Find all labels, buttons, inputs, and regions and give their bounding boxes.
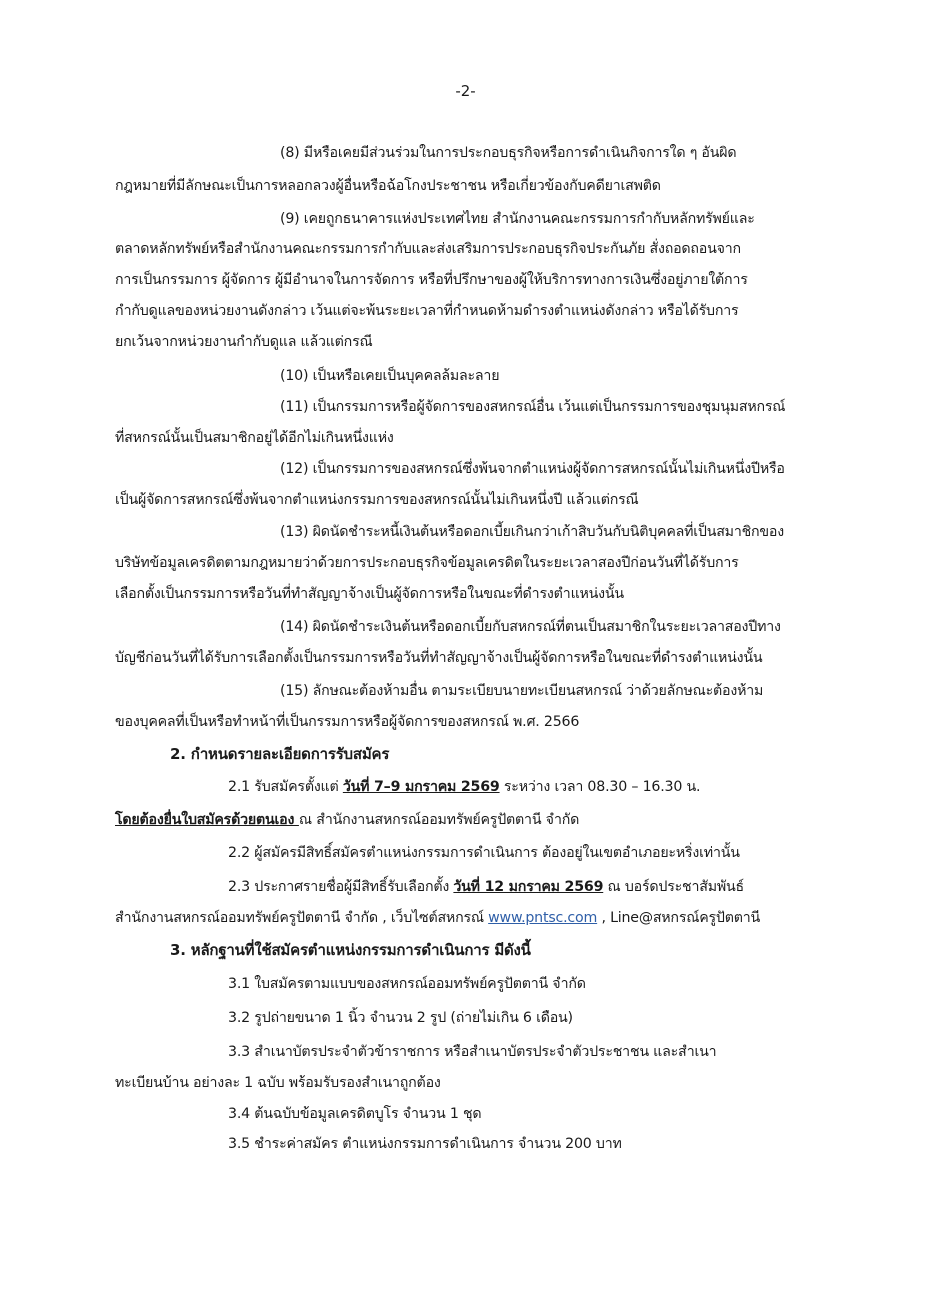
section-3-heading: 3. หลักฐานที่ใช้สมัครตำแหน่งกรรมการดำเนินการ มีดังนี้ xyxy=(170,941,531,959)
item-15-line-2: ของบุคคลที่เป็นหรือทำหน้าที่เป็นกรรมการหรือผู้จัดการของสหกรณ์ พ.ศ. 2566 xyxy=(115,714,580,730)
item-11-line-1: (11) เป็นกรรมการหรือผู้จัดการของสหกรณ์อื่น เว้นแต่เป็นกรรมการของชุมนุมสหกรณ์ xyxy=(280,399,786,415)
section-2-1-prefix: 2.1 รับสมัครตั้งแต่ xyxy=(228,779,343,795)
item-11-line-2: ที่สหกรณ์นั้นเป็นสมาชิกอยู่ได้อีกไม่เกินหนึ่งแห่ง xyxy=(115,430,394,446)
section-3-5: 3.5 ชำระค่าสมัคร ตำแหน่งกรรมการดำเนินการ จำนวน 200 บาท xyxy=(228,1136,622,1152)
section-3-1: 3.1 ใบสมัครตามแบบของสหกรณ์ออมทรัพย์ครูปัตตานี จำกัด xyxy=(228,976,586,992)
item-10-line-1: (10) เป็นหรือเคยเป็นบุคคลล้มละลาย xyxy=(280,368,500,384)
section-3-2: 3.2 รูปถ่ายขนาด 1 นิ้ว จำนวน 2 รูป (ถ่ายไม่เกิน 6 เดือน) xyxy=(228,1010,573,1026)
section-2-3-line-2 xyxy=(115,908,760,928)
section-2-1-suffix: ระหว่าง เวลา 08.30 – 16.30 น. xyxy=(499,779,701,795)
item-9-line-2: ตลาดหลักทรัพย์หรือสำนักงานคณะกรรมการกำกับและส่งเสริมการประกอบธุรกิจประกันภัย สั่งถอดถอนจาก xyxy=(115,241,741,257)
section-2-3-date: วันที่ 12 มกราคม 2569 xyxy=(453,879,604,895)
item-13-line-2: บริษัทข้อมูลเครดิตตามกฎหมายว่าด้วยการประกอบธุรกิจข้อมูลเครดิตในระยะเวลาสองปีก่อนวันที่ได้รับการ xyxy=(115,555,739,571)
submit-in-person-note: โดยต้องยื่นใบสมัครด้วยตนเอง xyxy=(115,812,299,828)
section-3-3: 3.3 สำเนาบัตรประจำตัวข้าราชการ หรือสำเนาบัตรประจำตัวประชาชน และสำเนา xyxy=(228,1044,717,1060)
item-14-line-2: บัญชีก่อนวันที่ได้รับการเลือกตั้งเป็นกรรมการหรือวันที่ทำสัญญาจ้างเป็นผู้จัดการหรือในขณะที่ดำรงตำแหน่งนั้น xyxy=(115,650,763,666)
item-8-line-1: (8) มีหรือเคยมีส่วนร่วมในการประกอบธุรกิจหรือการดำเนินกิจการใด ๆ อันผิด xyxy=(280,145,737,161)
item-12-line-2: เป็นผู้จัดการสหกรณ์ซึ่งพ้นจากตำแหน่งกรรมการของสหกรณ์นั้นไม่เกินหนึ่งปี แล้วแต่กรณี xyxy=(115,492,639,508)
item-15-line-1: (15) ลักษณะต้องห้ามอื่น ตามระเบียบนายทะเบียนสหกรณ์ ว่าด้วยลักษณะต้องห้าม xyxy=(280,683,764,699)
item-13-line-3: เลือกตั้งเป็นกรรมการหรือวันที่ทำสัญญาจ้างเป็นผู้จัดการหรือในขณะที่ดำรงตำแหน่งนั้น xyxy=(115,586,624,602)
page-number: -2- xyxy=(455,82,476,100)
section-2-3-prefix: 2.3 ประกาศรายชื่อผู้มีสิทธิ์รับเลือกตั้ง xyxy=(228,879,454,895)
section-2-2: 2.2 ผู้สมัครมีสิทธิ์สมัครตำแหน่งกรรมการดำเนินการ ต้องอยู่ในเขตอำเภอยะหริ่งเท่านั้น xyxy=(228,845,740,861)
item-12-line-1: (12) เป็นกรรมการของสหกรณ์ซึ่งพ้นจากตำแหน่งผู้จัดการสหกรณ์นั้นไม่เกินหนึ่งปีหรือ xyxy=(280,461,785,477)
item-9-line-5: ยกเว้นจากหน่วยงานกำกับดูแล แล้วแต่กรณี xyxy=(115,334,373,350)
section-3-4: 3.4 ต้นฉบับข้อมูลเครดิตบูโร จำนวน 1 ชุด xyxy=(228,1106,482,1122)
section-3-3-line-2: ทะเบียนบ้าน อย่างละ 1 ฉบับ พร้อมรับรองสำเนาถูกต้อง xyxy=(115,1075,441,1091)
section-2-heading: 2. กำหนดรายละเอียดการรับสมัคร xyxy=(170,745,390,763)
item-9-line-3: การเป็นกรรมการ ผู้จัดการ ผู้มีอำนาจในการจัดการ หรือที่ปรึกษาของผู้ให้บริการทางการเงินซึ่งอยู่ภายใต้การ xyxy=(115,272,748,288)
section-2-1-date: วันที่ 7–9 มกราคม 2569 xyxy=(342,779,500,795)
website-link[interactable]: www.pntsc.com xyxy=(488,910,598,926)
section-2-3-line: , Line@สหกรณ์ครูปัตตานี xyxy=(597,910,761,926)
item-14-line-1: (14) ผิดนัดชำระเงินต้นหรือดอกเบี้ยกับสหกรณ์ที่ตนเป็นสมาชิกในระยะเวลาสองปีทาง xyxy=(280,619,781,635)
item-8-line-2: กฎหมายที่มีลักษณะเป็นการหลอกลวงผู้อื่นหรือฉ้อโกงประชาชน หรือเกี่ยวข้องกับคดียาเสพติด xyxy=(115,178,661,194)
section-2-3-suffix: ณ บอร์ดประชาสัมพันธ์ xyxy=(603,879,744,895)
section-2-1 xyxy=(228,777,700,797)
item-9-line-1: (9) เคยถูกธนาคารแห่งประเทศไทย สำนักงานคณะกรรมการกำกับหลักทรัพย์และ xyxy=(280,211,755,227)
item-13-line-1: (13) ผิดนัดชำระหนี้เงินต้นหรือดอกเบี้ยเกินกว่าเก้าสิบวันกับนิติบุคคลที่เป็นสมาชิกของ xyxy=(280,524,784,540)
section-2-1-location: ณ สำนักงานสหกรณ์ออมทรัพย์ครูปัตตานี จำกัด xyxy=(298,812,580,828)
item-9-line-4: กำกับดูแลของหน่วยงานดังกล่าว เว้นแต่จะพ้นระยะเวลาที่กำหนดห้ามดำรงตำแหน่งดังกล่าว หรือได้รับการ xyxy=(115,303,739,319)
section-2-1-line-2 xyxy=(115,810,579,830)
section-2-3-office: สำนักงานสหกรณ์ออมทรัพย์ครูปัตตานี จำกัด , เว็บไซต์สหกรณ์ xyxy=(115,910,489,926)
section-2-3 xyxy=(228,877,744,897)
